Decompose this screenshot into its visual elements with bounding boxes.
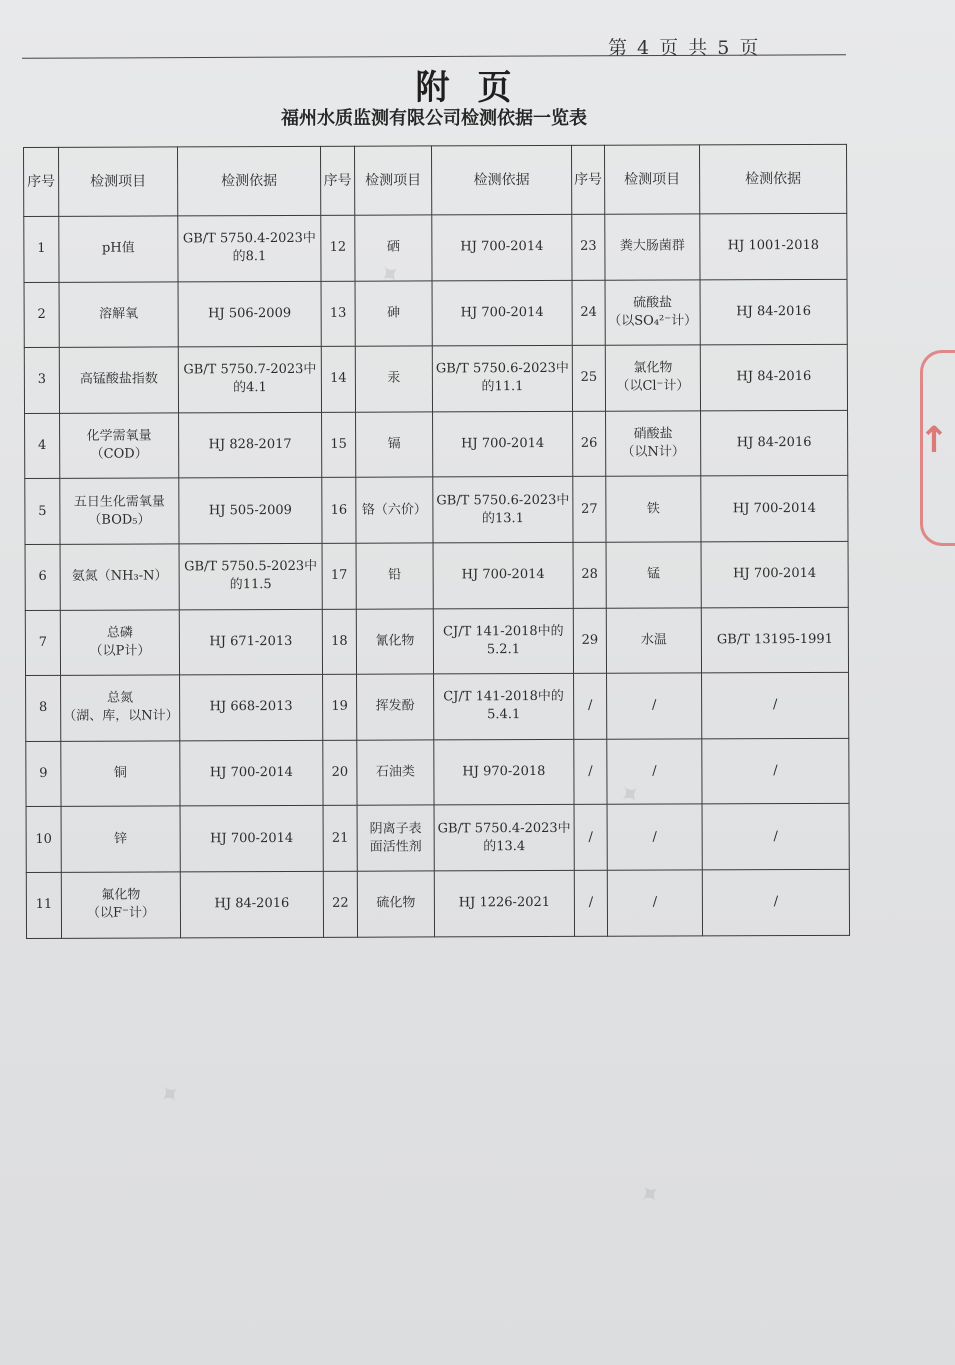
item-cell: 硫酸盐 （以SO₄²⁻计） [605, 279, 700, 345]
basis-cell: HJ 828-2017 [179, 412, 322, 478]
index-cell: / [574, 870, 607, 936]
basis-cell: HJ 1226-2021 [434, 870, 574, 936]
header-cell: 检测依据 [699, 144, 846, 214]
item-cell: 硒 [355, 215, 432, 281]
basis-cell: HJ 700-2014 [180, 806, 323, 872]
basis-cell: HJ 84-2016 [180, 871, 323, 937]
index-cell: 18 [322, 609, 356, 675]
item-cell: 阴离子表 面活性剂 [357, 805, 434, 871]
header-cell: 序号 [571, 145, 604, 214]
index-cell: 23 [572, 214, 605, 280]
basis-cell: HJ 700-2014 [433, 411, 573, 477]
header-cell: 检测依据 [431, 145, 571, 215]
watermark: ✦ [373, 256, 409, 294]
index-cell: 13 [321, 281, 355, 347]
index-cell: 16 [322, 478, 356, 544]
basis-cell: / [702, 804, 849, 870]
index-cell: 15 [322, 412, 356, 478]
basis-cell: HJ 1001-2018 [700, 213, 847, 279]
basis-cell: HJ 84-2016 [700, 279, 847, 345]
item-cell: 汞 [355, 346, 432, 412]
basis-cell: GB/T 5750.5-2023中 的11.5 [179, 543, 322, 609]
watermark: ✦ [613, 776, 649, 814]
red-seal-mark: ↑ [918, 420, 949, 461]
item-cell: / [607, 673, 702, 739]
page-title: 附页 [415, 68, 540, 108]
index-cell: 2 [24, 282, 59, 348]
index-cell: 21 [323, 806, 357, 872]
basis-cell: HJ 700-2014 [180, 740, 323, 806]
basis-cell: CJ/T 141-2018中的 5.2.1 [433, 608, 573, 674]
item-cell: 总氮 （湖、库，以N计） [61, 675, 180, 741]
item-cell: 锌 [61, 806, 180, 872]
basis-cell: GB/T 5750.4-2023中 的8.1 [178, 215, 321, 281]
index-cell: 24 [572, 280, 605, 346]
table-title: 福州水质监测有限公司检测依据一览表 [281, 108, 587, 129]
index-cell: 7 [25, 610, 60, 676]
item-cell: 总磷 （以P计） [60, 609, 179, 675]
basis-cell: GB/T 13195-1991 [701, 607, 848, 673]
index-cell: 6 [25, 544, 60, 610]
item-cell: 挥发酚 [357, 674, 434, 740]
table-row [26, 738, 849, 807]
header-cell: 检测依据 [178, 146, 321, 216]
header-cell: 检测项目 [604, 145, 699, 214]
item-cell: 溶解氧 [59, 281, 178, 347]
item-cell: 氟化物 （以F⁻计） [61, 872, 180, 938]
basis-cell: / [702, 738, 849, 804]
basis-cell: HJ 700-2014 [433, 542, 573, 608]
basis-cell: HJ 505-2009 [179, 478, 322, 544]
basis-cell: / [702, 672, 849, 738]
table-row [24, 213, 847, 282]
table-row [26, 869, 849, 938]
header-cell: 序号 [320, 146, 354, 215]
item-cell: 铬（六价） [356, 477, 433, 543]
basis-table [23, 144, 850, 939]
index-cell: 8 [26, 676, 61, 742]
table-row [25, 476, 848, 545]
item-cell: 五日生化需氧量 （BOD₅） [60, 478, 179, 544]
item-cell: 硝酸盐 （以N计） [606, 411, 701, 477]
item-cell: 铁 [606, 476, 701, 542]
item-cell: 水温 [606, 607, 701, 673]
watermark: ✦ [153, 1076, 189, 1114]
item-cell: 石油类 [357, 740, 434, 806]
item-cell: / [607, 804, 702, 870]
item-cell: 铜 [61, 741, 180, 807]
basis-cell: GB/T 5750.6-2023中 的13.1 [433, 477, 573, 543]
index-cell: 17 [322, 543, 356, 609]
basis-cell: HJ 700-2014 [432, 280, 572, 346]
table-row [24, 279, 847, 348]
index-cell: 1 [24, 216, 59, 282]
table-row [25, 607, 848, 676]
item-cell: 镉 [356, 412, 433, 478]
index-cell: 14 [321, 346, 355, 412]
item-cell: pH值 [59, 216, 178, 282]
index-cell: 29 [573, 608, 606, 674]
index-cell: 19 [323, 674, 357, 740]
basis-cell: HJ 668-2013 [180, 675, 323, 741]
index-cell: 3 [24, 348, 59, 414]
basis-cell: / [702, 869, 849, 935]
item-cell: 化学需氧量 （COD） [60, 413, 179, 479]
basis-cell: GB/T 5750.6-2023中 的11.1 [432, 346, 572, 412]
basis-cell: HJ 84-2016 [700, 345, 847, 411]
index-cell: 4 [25, 413, 60, 479]
index-cell: 20 [323, 740, 357, 806]
basis-cell: HJ 506-2009 [178, 281, 321, 347]
basis-cell: HJ 84-2016 [701, 410, 848, 476]
table-row [25, 410, 848, 479]
basis-cell: GB/T 5750.7-2023中 的4.1 [178, 347, 321, 413]
item-cell: 铅 [356, 543, 433, 609]
item-cell: 氰化物 [356, 608, 433, 674]
item-cell: 高锰酸盐指数 [59, 347, 178, 413]
index-cell: 10 [26, 807, 61, 873]
table-header-row [24, 144, 847, 216]
item-cell: 氨氮（NH₃-N） [60, 544, 179, 610]
table-row [26, 804, 849, 873]
item-cell: 氯化物 （以Cl⁻计） [605, 345, 700, 411]
item-cell: 硫化物 [357, 871, 434, 937]
table-row [25, 541, 848, 610]
header-cell: 检测项目 [354, 146, 431, 215]
index-cell: / [574, 739, 607, 805]
index-cell: 9 [26, 741, 61, 807]
index-cell: 26 [573, 411, 606, 477]
item-cell: 砷 [355, 281, 432, 347]
basis-cell: HJ 970-2018 [434, 739, 574, 805]
basis-cell: HJ 700-2014 [701, 476, 848, 542]
index-cell: 12 [321, 215, 355, 281]
header-cell: 检测项目 [59, 147, 178, 216]
item-cell: / [607, 870, 702, 936]
basis-cell: GB/T 5750.4-2023中 的13.4 [434, 805, 574, 871]
index-cell: 27 [573, 477, 606, 543]
table-body [24, 213, 850, 938]
watermark: ✦ [633, 1176, 669, 1214]
index-cell: 28 [573, 542, 606, 608]
index-cell: 5 [25, 479, 60, 545]
table-row [24, 345, 847, 414]
index-cell: 25 [572, 345, 605, 411]
basis-cell: HJ 700-2014 [432, 214, 572, 280]
index-cell: / [574, 673, 607, 739]
item-cell: / [607, 739, 702, 805]
page-number: 第 4 页 共 5 页 [608, 37, 761, 59]
basis-cell: CJ/T 141-2018中的 5.4.1 [434, 674, 574, 740]
item-cell: 粪大肠菌群 [605, 214, 700, 280]
header-cell: 序号 [24, 147, 59, 216]
table-row [26, 672, 849, 741]
index-cell: / [574, 805, 607, 871]
basis-cell: HJ 671-2013 [179, 609, 322, 675]
item-cell: 锰 [606, 542, 701, 608]
index-cell: 22 [323, 871, 357, 937]
basis-cell: HJ 700-2014 [701, 541, 848, 607]
index-cell: 11 [26, 872, 61, 938]
